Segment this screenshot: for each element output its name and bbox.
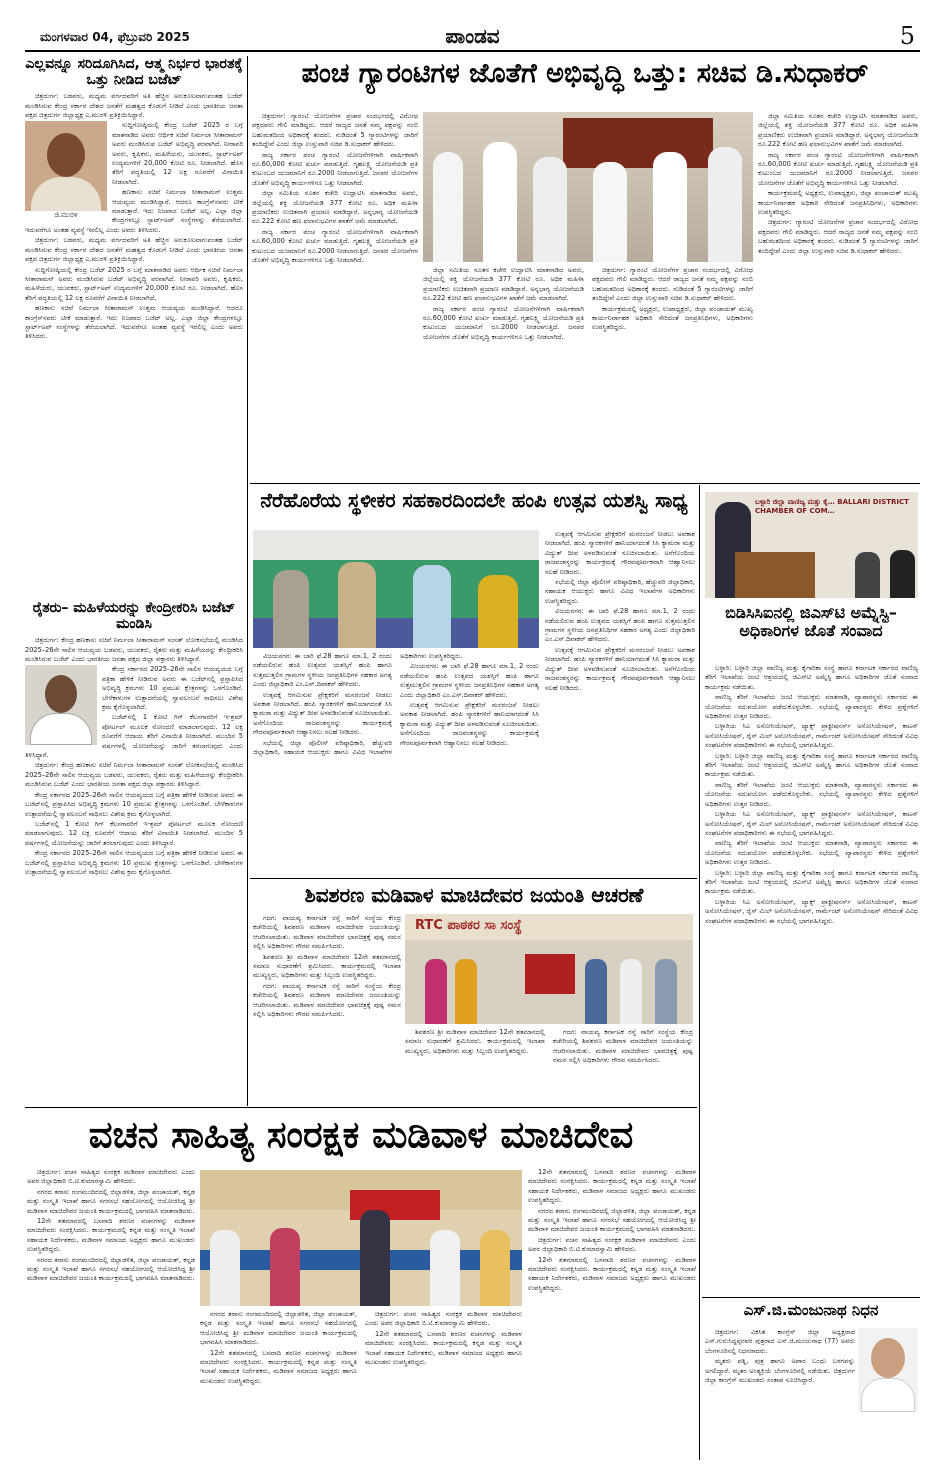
article-jayanti [252,884,696,910]
column-divider [699,485,700,1460]
portrait-photo [25,665,97,745]
article-ballari [703,604,919,641]
paragraph: ರಾಜ್ಯ ಸರ್ಕಾರ ಪಂಚ ಗ್ಯಾರಂಟಿ ಯೋಜನೆಗಳಿಗಾಗಿ ವಾರ್ಷಿಕವಾಗಿ ರೂ.60,000 ಕೋಟಿ ಖರ್ಚು ಮಾಡುತ್ತಿದೆ. ಗೃಹಲಕ್ಷ್ಮಿ ಯೋಜನೆಯಡಿ ಪ್ರತಿ ಕುಟುಂಬದ ಯಜಮಾನಿಗೆ ರೂ.2000 ನೀಡಲಾಗುತ್ತಿದೆ. ಜನಪರ ಯೋಜನೆಗಳ ಜೊತೆಗೆ ಅಭಿವೃದ್ಧಿ ಕಾರ್ಯಗಳಿಗೂ ಒತ್ತು ನೀಡಲಾಗಿದೆ. [423,304,584,341]
header-rule [25,50,920,52]
paragraph: ವಾಣಿಜ್ಯ ತೆರಿಗೆ ಇಲಾಖೆಯ ಜಂಟಿ ಆಯುಕ್ತರು ಮಾತನಾಡಿ, ವ್ಯಾಪಾರಸ್ಥರು ಸರ್ಕಾರದ ಈ ಯೋಜನೆಯ ಸದುಪಯೋಗ ಪಡೆದುಕೊಳ್ಳಬೇಕು. ಸಭೆಯಲ್ಲಿ ವ್ಯಾಪಾರಸ್ಥರು ಕೇಳಿದ ಪ್ರಶ್ನೆಗಳಿಗೆ ಅಧಿಕಾರಿಗಳು ಉತ್ತರ ನೀಡಿದರು. [705,693,918,721]
photo-caption: ಜಿ.ಮುರಳಿ [25,211,107,220]
paragraph: ಚಿತ್ರದುರ್ಗ: ವಿಕಸಿತ ಕಾಂಗ್ರೆಸ್ ಜಿಲ್ಲಾ ಅಧ್ಯಕ್ಷರಾದ ಎಸ್.ಗುರುಸಿದ್ದಪ್ಪರವರ ಪುತ್ರರಾದ ಎಸ್.ಜಿ.ಮಂಜುನಾಥ (77) ಅವರು ಬೆಂಗಳೂರಿನಲ್ಲಿ ನಿಧನರಾದರು. [705,1328,855,1355]
paragraph: ಉತ್ಸವಕ್ಕೆ ಆಗಮಿಸುವ ಪ್ರೇಕ್ಷಕರಿಗೆ ಮನರಂಜನೆ ನೀಡಲು ಅವಕಾಶ ನೀಡಲಾಗಿದೆ. ಹಂಪಿ ಸ್ಮಾರಕಗಳಿಗೆ ಹಾನಿಯಾಗದಂತೆ ಸಿಸಿ ಕ್ಯಾಮರಾ ಮತ್ತು ವಿದ್ಯುತ್ ದೀಪ ಅಳವಡಿಸುವಂತೆ ಸೂಚಿಸಲಾಯಿತು. ಅನೆಗೊಂದಿಯ ರಾಜವಂಶಸ್ಥರನ್ನು ಕಾರ್ಯಕ್ರಮಕ್ಕೆ ಗೌರವಪೂರ್ವಕವಾಗಿ ಆಹ್ವಾನಿಸಲು ಸಲಹೆ ನೀಡಿದರು. [545,645,695,692]
article-obituary [703,1302,919,1319]
paragraph: 12ನೇ ಶತಮಾನದಲ್ಲಿ ಬಸವಾದಿ ಶರಣರ ವಚನಗಳನ್ನು ಮಡಿವಾಳ ಮಾಚಿದೇವರು ಸಂರಕ್ಷಿಸಿದರು. ಕಾರ್ಯಕ್ರಮದಲ್ಲಿ ಕನ್ನಡ ಮತ್ತು ಸಂಸ್ಕೃತಿ ಇಲಾಖೆ ಸಹಾಯಕ ನಿರ್ದೇಶಕರು, ಮಡಿವಾಳ ಸಮಾಜದ ಅಧ್ಯಕ್ಷರು ಹಾಗೂ ಮುಖಂಡರು ಉಪಸ್ಥಿತರಿದ್ದರು. [365,1329,522,1367]
masthead: ಪಾಂಡವ [445,24,500,48]
headline: ಬಿಡಿಸಿಸಿಐನಲ್ಲಿ ಜಿಎಸ್‌ಟಿ ಅಮ್ನೆಸ್ಟಿ– ಅಧಿಕಾರಿಗಳ ಜೊತೆ ಸಂವಾದ [725,603,897,641]
paragraph: ಜಿಲ್ಲಾ ಸಮಿತಿಯ ನೂತನ ಕಚೇರಿ ಉದ್ಘಾಟಿಸಿ ಮಾತನಾಡಿದ ಅವರು, ಜಿಲ್ಲೆಯಲ್ಲಿ ಶಕ್ತಿ ಯೋಜನೆಯಡಿ 377 ಕೋಟಿ ರೂ. ಅಧಿಕ ಮಹಿಳಾ ಪ್ರಯಾಣಿಕರು ಉಚಿತವಾಗಿ ಪ್ರಯಾಣ ಮಾಡಿದ್ದಾರೆ. ಅನ್ನಭಾಗ್ಯ ಯೋಜನೆಯಡಿ ರೂ.222 ಕೋಟಿ ಹಣ ಫಲಾನುಭವಿಗಳ ಖಾತೆಗೆ ಜಮೆ ಮಾಡಲಾಗಿದೆ. [423,266,584,303]
page-number: 5 [899,22,915,50]
guarantee-event-photo [423,112,753,262]
article-body [252,112,418,478]
photo-banner: ಬಳ್ಳಾರಿ ಜಿಲ್ಲಾ ವಾಣಿಜ್ಯ ಮತ್ತು ಕೈ… BALLARI DISTRICT CHAMBER OF COM… [755,498,909,515]
section-divider [250,878,697,879]
headline: ಎಲ್ಲವನ್ನೂ ಸರಿದೂಗಿಸಿದ, ಆತ್ಮ ನಿರ್ಭರ ಭಾರತಕ್ಕೆ ಒತ್ತು ನೀಡಿದ ಬಜೆಟ್ [25,56,243,89]
paragraph: ಕೇಂದ್ರ ಸರ್ಕಾರದ 2025–26ನೇ ಸಾಲಿನ ಆಯವ್ಯಯದ ಬಗ್ಗೆ ಪತ್ರಿಕಾ ಹೇಳಿಕೆ ನೀಡಿರುವ ಅವರು ಈ ಬಜೆಟ್‌ನಲ್ಲಿ ಪ್ರಸ್ತಾಪಿಸಿದ ಅಭಿವೃದ್ಧಿ ಕ್ರಮಗಳು 10 ಪ್ರಮುಖ ಕ್ಷೇತ್ರಗಳನ್ನು ಒಳಗೊಂಡಿವೆ. ಬೇಳೆಕಾಳುಗಳ ಉತ್ಪಾದನೆಯಲ್ಲಿ ಸ್ವಾವಲಂಬನೆ ಸಾಧಿಸಲು ವಿಶೇಷ ಕ್ರಮ ಕೈಗೊಳ್ಳಲಾಗಿದೆ. [102,665,243,712]
paragraph: ಉತ್ಸವಕ್ಕೆ ಆಗಮಿಸುವ ಪ್ರೇಕ್ಷಕರಿಗೆ ಮನರಂಜನೆ ನೀಡಲು ಅವಕಾಶ ನೀಡಲಾಗಿದೆ. ಹಂಪಿ ಸ್ಮಾರಕಗಳಿಗೆ ಹಾನಿಯಾಗದಂತೆ ಸಿಸಿ ಕ್ಯಾಮರಾ ಮತ್ತು ವಿದ್ಯುತ್ ದೀಪ ಅಳವಡಿಸುವಂತೆ ಸೂಚಿಸಲಾಯಿತು. ಅನೆಗೊಂದಿಯ ರಾಜವಂಶಸ್ಥರನ್ನು ಕಾರ್ಯಕ್ರಮಕ್ಕೆ ಗೌರವಪೂರ್ವಕವಾಗಿ ಆಹ್ವಾನಿಸಲು ಸಲಹೆ ನೀಡಿದರು. [400,701,539,747]
paragraph: ಚಿತ್ರದುರ್ಗ: ವಚನ ಸಾಹಿತ್ಯದ ಸಂರಕ್ಷಕ ಮಡಿವಾಳ ಮಾಚಿದೇವರು ಎಂದು ಅಪರ ಜಿಲ್ಲಾಧಿಕಾರಿ ಬಿ.ಟಿ.ಕುಮಾರಸ್ವಾಮಿ ಹೇಳಿದರು. [365,1310,522,1328]
paragraph: ನಗರದ ತರಾಸು ರಂಗಮಂದಿರದಲ್ಲಿ ಜಿಲ್ಲಾಡಳಿತ, ಜಿಲ್ಲಾ ಪಂಚಾಯತ್, ಕನ್ನಡ ಮತ್ತು ಸಂಸ್ಕೃತಿ ಇಲಾಖೆ ಹಾಗೂ ನಗರಸಭೆ ಸಹಯೋಗದಲ್ಲಿ ಆಯೋಜಿಸಿದ್ದ ಶ್ರೀ ಮಡಿವಾಳ ಮಾಚಿದೇವರ ಜಯಂತಿ ಕಾರ್ಯಕ್ರಮದಲ್ಲಿ ಭಾಗವಹಿಸಿ ಮಾತನಾಡಿದರು. [200,1310,357,1347]
paragraph: 12ನೇ ಶತಮಾನದಲ್ಲಿ ಬಸವಾದಿ ಶರಣರ ವಚನಗಳನ್ನು ಮಡಿವಾಳ ಮಾಚಿದೇವರು ಸಂರಕ್ಷಿಸಿದರು. ಕಾರ್ಯಕ್ರಮದಲ್ಲಿ ಕನ್ನಡ ಮತ್ತು ಸಂಸ್ಕೃತಿ ಇಲಾಖೆ ಸಹಾಯಕ ನಿರ್ದೇಶಕರು, ಮಡಿವಾಳ ಸಮಾಜದ ಅಧ್ಯಕ್ಷರು ಹಾಗೂ ಮುಖಂಡರು ಉಪಸ್ಥಿತರಿದ್ದರು. [27,1217,195,1254]
ballari-chamber-photo [705,492,918,598]
paragraph: ರಾಜ್ಯ ಸರ್ಕಾರ ಪಂಚ ಗ್ಯಾರಂಟಿ ಯೋಜನೆಗಳಿಗಾಗಿ ವಾರ್ಷಿಕವಾಗಿ ರೂ.60,000 ಕೋಟಿ ಖರ್ಚು ಮಾಡುತ್ತಿದೆ. ಗೃಹಲಕ್ಷ್ಮಿ ಯೋಜನೆಯಡಿ ಪ್ರತಿ ಕುಟುಂಬದ ಯಜಮಾನಿಗೆ ರೂ.2000 ನೀಡಲಾಗುತ್ತಿದೆ. ಜನಪರ ಯೋಜನೆಗಳ ಜೊತೆಗೆ ಅಭಿವೃದ್ಧಿ ಕಾರ್ಯಗಳಿಗೂ ಒತ್ತು ನೀಡಲಾಗಿದೆ. [758,150,918,187]
paragraph: ಸುದ್ದಿಗೋಷ್ಠಿಯಲ್ಲಿ ಕೇಂದ್ರ ಬಜೆಟ್ 2025 ರ ಬಗ್ಗೆ ಮಾತನಾಡಿದ ಅವರು ಆರ್ಥಿಕ ಸಚಿವೆ ನಿರ್ಮಲಾ ಸೀತಾರಾಮನ್ ಅವರು ಮಂಡಿಸಿರುವ ಬಜೆಟ್ ಅಭಿವೃದ್ಧಿ ಪರವಾಗಿದೆ. ನೀರಾವರಿ ಅವರು, ಕೃಷಿಕರು, ಮಹಿಳೆಯರು, ಯುವಕರು, ಸ್ಟಾರ್ಟ್‌ಅಪ್ ಉದ್ಯಮಗಳಿಗೆ 20,000 ಕೋಟಿ ರೂ. ನೀಡಲಾಗಿದೆ. ಹೊಸ ತೆರಿಗೆ ಪದ್ಧತಿಯಲ್ಲಿ 12 ಲಕ್ಷ ರೂವರೆಗೆ ವಿನಾಯಿತಿ ನೀಡಲಾಗಿದೆ. [25,265,243,302]
paragraph: ಉತ್ಸವಕ್ಕೆ ಆಗಮಿಸುವ ಪ್ರೇಕ್ಷಕರಿಗೆ ಮನರಂಜನೆ ನೀಡಲು ಅವಕಾಶ ನೀಡಲಾಗಿದೆ. ಹಂಪಿ ಸ್ಮಾರಕಗಳಿಗೆ ಹಾನಿಯಾಗದಂತೆ ಸಿಸಿ ಕ್ಯಾಮರಾ ಮತ್ತು ವಿದ್ಯುತ್ ದೀಪ ಅಳವಡಿಸುವಂತೆ ಸೂಚಿಸಲಾಯಿತು. ಅನೆಗೊಂದಿಯ ರಾಜವಂಶಸ್ಥರನ್ನು ಕಾರ್ಯಕ್ರಮಕ್ಕೆ ಗೌರವಪೂರ್ವಕವಾಗಿ ಆಹ್ವಾನಿಸಲು ಸಲಹೆ ನೀಡಿದರು. [545,530,695,576]
article-hampi [252,490,696,526]
vachana-event-photo [200,1170,522,1306]
paragraph: ಚಿತ್ರದುರ್ಗ: ವಚನ ಸಾಹಿತ್ಯದ ಸಂರಕ್ಷಕ ಮಡಿವಾಳ ಮಾಚಿದೇವರು ಎಂದು ಅಪರ ಜಿಲ್ಲಾಧಿಕಾರಿ ಬಿ.ಟಿ.ಕುಮಾರಸ್ವಾಮಿ ಹೇಳಿದರು. [528,1235,696,1254]
paragraph: ಶಿವಶರಣ ಶ್ರೀ ಮಡಿವಾಳ ಮಾಚಿದೇವರ 12ನೇ ಶತಮಾನದಲ್ಲಿ ಸಮಾಜ ಸುಧಾರಣೆಗೆ ಶ್ರಮಿಸಿದರು. ಕಾರ್ಯಕ್ರಮದಲ್ಲಿ ಇಲಾಖಾ ಮುಖ್ಯಸ್ಥರು, ಅಧಿಕಾರಿಗಳು ಮತ್ತು ಸಿಬ್ಬಂದಿ ಉಪಸ್ಥಿತರಿದ್ದರು. [253,952,401,980]
paragraph: ಸಭೆಯಲ್ಲಿ ಜಿಲ್ಲಾ ಪೊಲೀಸ್ ವರಿಷ್ಠಾಧಿಕಾರಿ, ಹೆಚ್ಚುವರಿ ಜಿಲ್ಲಾಧಿಕಾರಿ, ಸಹಾಯಕ ಆಯುಕ್ತರು ಹಾಗೂ ವಿವಿಧ ಇಲಾಖೆಗಳ ಅಧಿಕಾರಿಗಳು ಉಪಸ್ಥಿತರಿದ್ದರು. [545,578,695,605]
paragraph: ಬಳ್ಳಾರಿಯ ಸಿಎ ಅಸೋಸಿಯೇಷನ್, ಟ್ಯಾಕ್ಸ್ ಪ್ರಾಕ್ಟೀಷನರ್ಸ್ ಅಸೋಸಿಯೇಷನ್, ಕಾಟನ್ ಅಸೋಸಿಯೇಷನ್, ರೈಸ್ ಮಿಲ್ ಅಸೋಸಿಯೇಷನ್, ಗಾರ್ಮೆಂಟ್ ಅಸೋಸಿಯೇಷನ್ ಸೇರಿದಂತೆ ವಿವಿಧ ಸಂಘಟನೆಗಳ ಪದಾಧಿಕಾರಿಗಳು ಈ ಸಭೆಯಲ್ಲಿ ಭಾಗವಹಿಸಿದ್ದರು. [705,722,918,750]
paragraph: ಜಿಲ್ಲಾ ಸಮಿತಿಯ ನೂತನ ಕಚೇರಿ ಉದ್ಘಾಟಿಸಿ ಮಾತನಾಡಿದ ಅವರು, ಜಿಲ್ಲೆಯಲ್ಲಿ ಶಕ್ತಿ ಯೋಜನೆಯಡಿ 377 ಕೋಟಿ ರೂ. ಅಧಿಕ ಮಹಿಳಾ ಪ್ರಯಾಣಿಕರು ಉಚಿತವಾಗಿ ಪ್ರಯಾಣ ಮಾಡಿದ್ದಾರೆ. ಅನ್ನಭಾಗ್ಯ ಯೋಜನೆಯಡಿ ರೂ.222 ಕೋಟಿ ಹಣ ಫಲಾನುಭವಿಗಳ ಖಾತೆಗೆ ಜಮೆ ಮಾಡಲಾಗಿದೆ. [758,112,918,149]
paragraph: ಸಭೆಯಲ್ಲಿ ಜಿಲ್ಲಾ ಪೊಲೀಸ್ ವರಿಷ್ಠಾಧಿಕಾರಿ, ಹೆಚ್ಚುವರಿ ಜಿಲ್ಲಾಧಿಕಾರಿ, ಸಹಾಯಕ ಆಯುಕ್ತರು ಹಾಗೂ ವಿವಿಧ ಇಲಾಖೆಗಳ ಅಧಿಕಾರಿಗಳು ಉಪಸ್ಥಿತರಿದ್ದರು. [253,652,463,757]
paragraph: ಬಳ್ಳಾರಿ: ಬಳ್ಳಾರಿ ಜಿಲ್ಲಾ ವಾಣಿಜ್ಯ ಮತ್ತು ಕೈಗಾರಿಕಾ ಸಂಸ್ಥೆ ಹಾಗೂ ಕರ್ನಾಟಕ ಸರ್ಕಾರದ ವಾಣಿಜ್ಯ ತೆರಿಗೆ ಇಲಾಖೆಯ ಜಂಟಿ ಆಶ್ರಯದಲ್ಲಿ ಜಿಎಸ್‌ಟಿ ಅಮ್ನೆಸ್ಟಿ ಹಾಗೂ ಅಧಿಕಾರಿಗಳ ಜೊತೆ ಸಂವಾದ ಕಾರ್ಯಕ್ರಮ ನಡೆಯಿತು. [705,751,918,779]
paragraph: ಚಿತ್ರದುರ್ಗ: ಕೇಂದ್ರ ಹಣಕಾಸು ಸಚಿವೆ ನಿರ್ಮಲಾ ಸೀತಾರಾಮನ್ ಸಂಸತ್ ಲೋಕಸಭೆಯಲ್ಲಿ ಮಂಡಿಸಿದ 2025–26ನೇ ಸಾಲಿನ ಆಯವ್ಯಯ ಬಡವರು, ಯುವಕರು, ರೈತರು ಮತ್ತು ಮಹಿಳೆಯರನ್ನು ಕೇಂದ್ರೀಕರಿಸಿ ಮಂಡಿಸಿರುವ ಬಜೆಟ್ ಎಂದು ಭಾರತೀಯ ಜನತಾ ಪಕ್ಷದ ಜಿಲ್ಲಾ ವಕ್ತಾರರು ತಿಳಿಸಿದ್ದಾರೆ. [25,636,243,663]
paragraph: ಉತ್ಸವಕ್ಕೆ ಆಗಮಿಸುವ ಪ್ರೇಕ್ಷಕರಿಗೆ ಮನರಂಜನೆ ನೀಡಲು ಅವಕಾಶ ನೀಡಲಾಗಿದೆ. ಹಂಪಿ ಸ್ಮಾರಕಗಳಿಗೆ ಹಾನಿಯಾಗದಂತೆ ಸಿಸಿ ಕ್ಯಾಮರಾ ಮತ್ತು ವಿದ್ಯುತ್ ದೀಪ ಅಳವಡಿಸುವಂತೆ ಸೂಚಿಸಲಾಯಿತು. ಅನೆಗೊಂದಿಯ ರಾಜವಂಶಸ್ಥರನ್ನು ಕಾರ್ಯಕ್ರಮಕ್ಕೆ ಗೌರವಪೂರ್ವಕವಾಗಿ ಆಹ್ವಾನಿಸಲು ಸಲಹೆ ನೀಡಿದರು. [253,690,392,737]
issue-date: ಮಂಗಳವಾರ 04, ಫೆಬ್ರುವರಿ 2025 [40,30,190,44]
portrait-figure [25,121,107,220]
paragraph: 12ನೇ ಶತಮಾನದಲ್ಲಿ ಬಸವಾದಿ ಶರಣರ ವಚನಗಳನ್ನು ಮಡಿವಾಳ ಮಾಚಿದೇವರು ಸಂರಕ್ಷಿಸಿದರು. ಕಾರ್ಯಕ್ರಮದಲ್ಲಿ ಕನ್ನಡ ಮತ್ತು ಸಂಸ್ಕೃತಿ ಇಲಾಖೆ ಸಹಾಯಕ ನಿರ್ದೇಶಕರು, ಮಡಿವಾಳ ಸಮಾಜದ ಅಧ್ಯಕ್ಷರು ಹಾಗೂ ಮುಖಂಡರು ಉಪಸ್ಥಿತರಿದ್ದರು. [528,1255,696,1292]
headline: ನೆರೆಹೊರೆಯ ಸ್ಥಳೀಕರ ಸಹಕಾರದಿಂದಲೇ ಹಂಪಿ ಉತ್ಸವ ಯಶಸ್ವಿ ಸಾಧ್ಯ [260,489,688,512]
portrait-photo [25,121,107,211]
paragraph: ವಾಣಿಜ್ಯ ತೆರಿಗೆ ಇಲಾಖೆಯ ಜಂಟಿ ಆಯುಕ್ತರು ಮಾತನಾಡಿ, ವ್ಯಾಪಾರಸ್ಥರು ಸರ್ಕಾರದ ಈ ಯೋಜನೆಯ ಸದುಪಯೋಗ ಪಡೆದುಕೊಳ್ಳಬೇಕು. ಸಭೆಯಲ್ಲಿ ವ್ಯಾಪಾರಸ್ಥರು ಕೇಳಿದ ಪ್ರಶ್ನೆಗಳಿಗೆ ಅಧಿಕಾರಿಗಳು ಉತ್ತರ ನೀಡಿದರು. [705,780,918,808]
paragraph: ಬಳ್ಳಾರಿಯ ಸಿಎ ಅಸೋಸಿಯೇಷನ್, ಟ್ಯಾಕ್ಸ್ ಪ್ರಾಕ್ಟೀಷನರ್ಸ್ ಅಸೋಸಿಯೇಷನ್, ಕಾಟನ್ ಅಸೋಸಿಯೇಷನ್, ರೈಸ್ ಮಿಲ್ ಅಸೋಸಿಯೇಷನ್, ಗಾರ್ಮೆಂಟ್ ಅಸೋಸಿಯೇಷನ್ ಸೇರಿದಂತೆ ವಿವಿಧ ಸಂಘಟನೆಗಳ ಪದಾಧಿಕಾರಿಗಳು ಈ ಸಭೆಯಲ್ಲಿ ಭಾಗವಹಿಸಿದ್ದರು. [705,810,918,837]
paragraph: ರಾಜ್ಯ ಸರ್ಕಾರ ಪಂಚ ಗ್ಯಾರಂಟಿ ಯೋಜನೆಗಳಿಗಾಗಿ ವಾರ್ಷಿಕವಾಗಿ ರೂ.60,000 ಕೋಟಿ ಖರ್ಚು ಮಾಡುತ್ತಿದೆ. ಗೃಹಲಕ್ಷ್ಮಿ ಯೋಜನೆಯಡಿ ಪ್ರತಿ ಕುಟುಂಬದ ಯಜಮಾನಿಗೆ ರೂ.2000 ನೀಡಲಾಗುತ್ತಿದೆ. ಜನಪರ ಯೋಜನೆಗಳ ಜೊತೆಗೆ ಅಭಿವೃದ್ಧಿ ಕಾರ್ಯಗಳಿಗೂ ಒತ್ತು ನೀಡಲಾಗಿದೆ. [252,150,418,187]
paragraph: 12ನೇ ಶತಮಾನದಲ್ಲಿ ಬಸವಾದಿ ಶರಣರ ವಚನಗಳನ್ನು ಮಡಿವಾಳ ಮಾಚಿದೇವರು ಸಂರಕ್ಷಿಸಿದರು. ಕಾರ್ಯಕ್ರಮದಲ್ಲಿ ಕನ್ನಡ ಮತ್ತು ಸಂಸ್ಕೃತಿ ಇಲಾಖೆ ಸಹಾಯಕ ನಿರ್ದೇಶಕರು, ಮಡಿವಾಳ ಸಮಾಜದ ಅಧ್ಯಕ್ಷರು ಹಾಗೂ ಮುಖಂಡರು ಉಪಸ್ಥಿತರಿದ್ದರು. [200,1348,357,1385]
paragraph: ಬಳ್ಳಾರಿ: ಬಳ್ಳಾರಿ ಜಿಲ್ಲಾ ವಾಣಿಜ್ಯ ಮತ್ತು ಕೈಗಾರಿಕಾ ಸಂಸ್ಥೆ ಹಾಗೂ ಕರ್ನಾಟಕ ಸರ್ಕಾರದ ವಾಣಿಜ್ಯ ತೆರಿಗೆ ಇಲಾಖೆಯ ಜಂಟಿ ಆಶ್ರಯದಲ್ಲಿ ಜಿಎಸ್‌ಟಿ ಅಮ್ನೆಸ್ಟಿ ಹಾಗೂ ಅಧಿಕಾರಿಗಳ ಜೊತೆ ಸಂವಾದ ಕಾರ್ಯಕ್ರಮ ನಡೆಯಿತು. [705,664,918,691]
section-divider [25,1107,697,1108]
paragraph: ಶಿವಶರಣ ಶ್ರೀ ಮಡಿವಾಳ ಮಾಚಿದೇವರ 12ನೇ ಶತಮಾನದಲ್ಲಿ ಸಮಾಜ ಸುಧಾರಣೆಗೆ ಶ್ರಮಿಸಿದರು. ಕಾರ್ಯಕ್ರಮದಲ್ಲಿ ಇಲಾಖಾ ಮುಖ್ಯಸ್ಥರು, ಅಧಿಕಾರಿಗಳು ಮತ್ತು ಸಿಬ್ಬಂದಿ ಉಪಸ್ಥಿತರಿದ್ದರು. [405,1028,545,1055]
paragraph: ಚಿತ್ರದುರ್ಗ: ಗ್ಯಾರಂಟಿ ಯೋಜನೆಗಳ ಪ್ರಚಾರ ಸಂದರ್ಭದಲ್ಲಿ ವಿರೋಧ ಪಕ್ಷದವರು ಗೇಲಿ ಮಾಡಿದ್ದರು. ಆದರೆ ರಾಜ್ಯದ ಜನತೆ ನಮ್ಮ ಪಕ್ಷವನ್ನು ನಂಬಿ ಬಹುಮತದಿಂದ ಅಧಿಕಾರಕ್ಕೆ ತಂದರು. ನುಡಿದಂತೆ 5 ಗ್ಯಾರಂಟಿಗಳನ್ನು ಜಾರಿಗೆ ತಂದಿದ್ದೇವೆ ಎಂದು ಜಿಲ್ಲಾ ಉಸ್ತುವಾರಿ ಸಚಿವ ಡಿ.ಸುಧಾಕರ್ ಹೇಳಿದರು. [758,218,918,255]
paragraph: 12ನೇ ಶತಮಾನದಲ್ಲಿ ಬಸವಾದಿ ಶರಣರ ವಚನಗಳನ್ನು ಮಡಿವಾಳ ಮಾಚಿದೇವರು ಸಂರಕ್ಷಿಸಿದರು. ಕಾರ್ಯಕ್ರಮದಲ್ಲಿ ಕನ್ನಡ ಮತ್ತು ಸಂಸ್ಕೃತಿ ಇಲಾಖೆ ಸಹಾಯಕ ನಿರ್ದೇಶಕರು, ಮಡಿವಾಳ ಸಮಾಜದ ಅಧ್ಯಕ್ಷರು ಹಾಗೂ ಮುಖಂಡರು ಉಪಸ್ಥಿತರಿದ್ದರು. [528,1168,696,1205]
paragraph: ಬಳ್ಳಾರಿ: ಬಳ್ಳಾರಿ ಜಿಲ್ಲಾ ವಾಣಿಜ್ಯ ಮತ್ತು ಕೈಗಾರಿಕಾ ಸಂಸ್ಥೆ ಹಾಗೂ ಕರ್ನಾಟಕ ಸರ್ಕಾರದ ವಾಣಿಜ್ಯ ತೆರಿಗೆ ಇಲಾಖೆಯ ಜಂಟಿ ಆಶ್ರಯದಲ್ಲಿ ಜಿಎಸ್‌ಟಿ ಅಮ್ನೆಸ್ಟಿ ಹಾಗೂ ಅಧಿಕಾರಿಗಳ ಜೊತೆ ಸಂವಾದ ಕಾರ್ಯಕ್ರಮ ನಡೆಯಿತು. [705,868,918,896]
article-body [528,1168,696,1468]
paragraph: ಕೇಂದ್ರ ಸರ್ಕಾರದ 2025–26ನೇ ಸಾಲಿನ ಆಯವ್ಯಯದ ಬಗ್ಗೆ ಪತ್ರಿಕಾ ಹೇಳಿಕೆ ನೀಡಿರುವ ಅವರು ಈ ಬಜೆಟ್‌ನಲ್ಲಿ ಪ್ರಸ್ತಾಪಿಸಿದ ಅಭಿವೃದ್ಧಿ ಕ್ರಮಗಳು 10 ಪ್ರಮುಖ ಕ್ಷೇತ್ರಗಳನ್ನು ಒಳಗೊಂಡಿವೆ. ಬೇಳೆಕಾಳುಗಳ ಉತ್ಪಾದನೆಯಲ್ಲಿ ಸ್ವಾವಲಂಬನೆ ಸಾಧಿಸಲು ವಿಶೇಷ ಕ್ರಮ ಕೈಗೊಳ್ಳಲಾಗಿದೆ. [25,849,243,876]
paragraph: ಬಜೆಟ್‌ನಲ್ಲಿ 1 ಕೋಟಿ ಗಿಗ್ ಕೆಲಸಗಾರರಿಗೆ ಇ-ಶ್ರಮ್ ಪೋರ್ಟಲ್ ಮೂಲಕ ನೋಂದಣಿ ಮಾಡಲಾಗುವುದು. 12 ಲಕ್ಷ ರೂವರೆಗೆ ಆದಾಯ ತೆರಿಗೆ ವಿನಾಯಿತಿ ನೀಡಲಾಗಿದೆ. ಮುಂದಿನ 5 ವರ್ಷಗಳಲ್ಲಿ ಯೋಜನೆಯನ್ನು ಜಾರಿಗೆ ತರಲಾಗುವುದು ಎಂದು ತಿಳಿಸಿದ್ದಾರೆ. [25,819,243,847]
article-body [253,914,401,1104]
paragraph: ಜಿಲ್ಲಾ ಸಮಿತಿಯ ನೂತನ ಕಚೇರಿ ಉದ್ಘಾಟಿಸಿ ಮಾತನಾಡಿದ ಅವರು, ಜಿಲ್ಲೆಯಲ್ಲಿ ಶಕ್ತಿ ಯೋಜನೆಯಡಿ 377 ಕೋಟಿ ರೂ. ಅಧಿಕ ಮಹಿಳಾ ಪ್ರಯಾಣಿಕರು ಉಚಿತವಾಗಿ ಪ್ರಯಾಣ ಮಾಡಿದ್ದಾರೆ. ಅನ್ನಭಾಗ್ಯ ಯೋಜನೆಯಡಿ ರೂ.222 ಕೋಟಿ ಹಣ ಫಲಾನುಭವಿಗಳ ಖಾತೆಗೆ ಜಮೆ ಮಾಡಲಾಗಿದೆ. [252,189,418,226]
headline: ವಚನ ಸಾಹಿತ್ಯ ಸಂರಕ್ಷಕ ಮಡಿವಾಳ ಮಾಚಿದೇವ [88,1113,634,1156]
article-vachana [25,1114,697,1164]
paragraph: ಕಾರ್ಯಕ್ರಮದಲ್ಲಿ ಅಧ್ಯಕ್ಷರು, ಉಪಾಧ್ಯಕ್ಷರು, ಜಿಲ್ಲಾ ಪಂಚಾಯತ್ ಮುಖ್ಯ ಕಾರ್ಯನಿರ್ವಾಹಕ ಅಧಿಕಾರಿ ಸೇರಿದಂತೆ ಜನಪ್ರತಿನಿಧಿಗಳು, ಅಧಿಕಾರಿಗಳು ಉಪಸ್ಥಿತರಿದ್ದರು. [592,304,753,332]
paragraph: ನಗರದ ತರಾಸು ರಂಗಮಂದಿರದಲ್ಲಿ ಜಿಲ್ಲಾಡಳಿತ, ಜಿಲ್ಲಾ ಪಂಚಾಯತ್, ಕನ್ನಡ ಮತ್ತು ಸಂಸ್ಕೃತಿ ಇಲಾಖೆ ಹಾಗೂ ನಗರಸಭೆ ಸಹಯೋಗದಲ್ಲಿ ಆಯೋಜಿಸಿದ್ದ ಶ್ರೀ ಮಡಿವಾಳ ಮಾಚಿದೇವರ ಜಯಂತಿ ಕಾರ್ಯಕ್ರಮದಲ್ಲಿ ಭಾಗವಹಿಸಿ ಮಾತನಾಡಿದರು. [27,1187,195,1215]
headline: ರೈತರು– ಮಹಿಳೆಯರನ್ನು ಕೇಂದ್ರೀಕರಿಸಿ ಬಜೆಟ್ ಮಂಡಿಸಿ [32,600,236,633]
paragraph: ರಾಜ್ಯ ಸರ್ಕಾರ ಪಂಚ ಗ್ಯಾರಂಟಿ ಯೋಜನೆಗಳಿಗಾಗಿ ವಾರ್ಷಿಕವಾಗಿ ರೂ.60,000 ಕೋಟಿ ಖರ್ಚು ಮಾಡುತ್ತಿದೆ. ಗೃಹಲಕ್ಷ್ಮಿ ಯೋಜನೆಯಡಿ ಪ್ರತಿ ಕುಟುಂಬದ ಯಜಮಾನಿಗೆ ರೂ.2000 ನೀಡಲಾಗುತ್ತಿದೆ. ಜನಪರ ಯೋಜನೆಗಳ ಜೊತೆಗೆ ಅಭಿವೃದ್ಧಿ ಕಾರ್ಯಗಳಿಗೂ ಒತ್ತು ನೀಡಲಾಗಿದೆ. [252,227,418,265]
article-farmers-budget [25,600,243,1104]
column-divider [247,56,248,1106]
headline: ಎಸ್.ಜಿ.ಮಂಜುನಾಥ ನಿಧನ [743,1301,879,1319]
paragraph: ಚಿತ್ರದುರ್ಗ: ಗ್ಯಾರಂಟಿ ಯೋಜನೆಗಳ ಪ್ರಚಾರ ಸಂದರ್ಭದಲ್ಲಿ ವಿರೋಧ ಪಕ್ಷದವರು ಗೇಲಿ ಮಾಡಿದ್ದರು. ಆದರೆ ರಾಜ್ಯದ ಜನತೆ ನಮ್ಮ ಪಕ್ಷವನ್ನು ನಂಬಿ ಬಹುಮತದಿಂದ ಅಧಿಕಾರಕ್ಕೆ ತಂದರು. ನುಡಿದಂತೆ 5 ಗ್ಯಾರಂಟಿಗಳನ್ನು ಜಾರಿಗೆ ತಂದಿದ್ದೇವೆ ಎಂದು ಜಿಲ್ಲಾ ಉಸ್ತುವಾರಿ ಸಚಿವ ಡಿ.ಸುಧಾಕರ್ ಹೇಳಿದರು. [252,112,418,149]
paragraph: ಬಜೆಟ್‌ನಲ್ಲಿ 1 ಕೋಟಿ ಗಿಗ್ ಕೆಲಸಗಾರರಿಗೆ ಇ-ಶ್ರಮ್ ಪೋರ್ಟಲ್ ಮೂಲಕ ನೋಂದಣಿ ಮಾಡಲಾಗುವುದು. 12 ಲಕ್ಷ ರೂವರೆಗೆ ಆದಾಯ ತೆರಿಗೆ ವಿನಾಯಿತಿ ನೀಡಲಾಗಿದೆ. ಮುಂದಿನ 5 ವರ್ಷಗಳಲ್ಲಿ ಯೋಜನೆಯನ್ನು ಜಾರಿಗೆ ತರಲಾಗುವುದು ಎಂದು ತಿಳಿಸಿದ್ದಾರೆ. [25,713,243,760]
paragraph: ಗದಗ: ವಾಯವ್ಯ ಕರ್ನಾಟಕ ರಸ್ತೆ ಸಾರಿಗೆ ಸಂಸ್ಥೆಯ ಕೇಂದ್ರ ಕಚೇರಿಯಲ್ಲಿ ಶಿವಶರಣ ಮಡಿವಾಳ ಮಾಚಿದೇವರ ಜಯಂತಿಯನ್ನು ಆಚರಿಸಲಾಯಿತು. ಮಡಿವಾಳ ಮಾಚಿದೇವರ ಭಾವಚಿತ್ರಕ್ಕೆ ಪುಷ್ಪ ನಮನ ಸಲ್ಲಿಸಿ ಅಧಿಕಾರಿಗಳು ಗೌರವ ಸಮರ್ಪಿಸಿದರು. [553,1028,693,1065]
jayanti-photo [405,914,693,1024]
article-body [27,1168,195,1468]
article-body [253,652,539,874]
paragraph: ಚಿತ್ರದುರ್ಗ: ಗ್ಯಾರಂಟಿ ಯೋಜನೆಗಳ ಪ್ರಚಾರ ಸಂದರ್ಭದಲ್ಲಿ ವಿರೋಧ ಪಕ್ಷದವರು ಗೇಲಿ ಮಾಡಿದ್ದರು. ಆದರೆ ರಾಜ್ಯದ ಜನತೆ ನಮ್ಮ ಪಕ್ಷವನ್ನು ನಂಬಿ ಬಹುಮತದಿಂದ ಅಧಿಕಾರಕ್ಕೆ ತಂದರು. ನುಡಿದಂತೆ 5 ಗ್ಯಾರಂಟಿಗಳನ್ನು ಜಾರಿಗೆ ತಂದಿದ್ದೇವೆ ಎಂದು ಜಿಲ್ಲಾ ಉಸ್ತುವಾರಿ ಸಚಿವ ಡಿ.ಸುಧಾಕರ್ ಹೇಳಿದರು. [592,266,753,303]
paragraph: ಚಿತ್ರದುರ್ಗ: ಕೇಂದ್ರ ಹಣಕಾಸು ಸಚಿವೆ ನಿರ್ಮಲಾ ಸೀತಾರಾಮನ್ ಸಂಸತ್ ಲೋಕಸಭೆಯಲ್ಲಿ ಮಂಡಿಸಿದ 2025–26ನೇ ಸಾಲಿನ ಆಯವ್ಯಯ ಬಡವರು, ಯುವಕರು, ರೈತರು ಮತ್ತು ಮಹಿಳೆಯರನ್ನು ಕೇಂದ್ರೀಕರಿಸಿ ಮಂಡಿಸಿರುವ ಬಜೆಟ್ ಎಂದು ಭಾರತೀಯ ಜನತಾ ಪಕ್ಷದ ಜಿಲ್ಲಾ ವಕ್ತಾರರು ತಿಳಿಸಿದ್ದಾರೆ. [25,761,243,789]
paragraph: ಕೇಂದ್ರ ಸರ್ಕಾರದ 2025–26ನೇ ಸಾಲಿನ ಆಯವ್ಯಯದ ಬಗ್ಗೆ ಪತ್ರಿಕಾ ಹೇಳಿಕೆ ನೀಡಿರುವ ಅವರು ಈ ಬಜೆಟ್‌ನಲ್ಲಿ ಪ್ರಸ್ತಾಪಿಸಿದ ಅಭಿವೃದ್ಧಿ ಕ್ರಮಗಳು 10 ಪ್ರಮುಖ ಕ್ಷೇತ್ರಗಳನ್ನು ಒಳಗೊಂಡಿವೆ. ಬೇಳೆಕಾಳುಗಳ ಉತ್ಪಾದನೆಯಲ್ಲಿ ಸ್ವಾವಲಂಬನೆ ಸಾಧಿಸಲು ವಿಶೇಷ ಕ್ರಮ ಕೈಗೊಳ್ಳಲಾಗಿದೆ. [25,790,243,818]
article-budget [25,56,243,596]
paragraph: ನಗರದ ತರಾಸು ರಂಗಮಂದಿರದಲ್ಲಿ ಜಿಲ್ಲಾಡಳಿತ, ಜಿಲ್ಲಾ ಪಂಚಾಯತ್, ಕನ್ನಡ ಮತ್ತು ಸಂಸ್ಕೃತಿ ಇಲಾಖೆ ಹಾಗೂ ನಗರಸಭೆ ಸಹಯೋಗದಲ್ಲಿ ಆಯೋಜಿಸಿದ್ದ ಶ್ರೀ ಮಡಿವಾಳ ಮಾಚಿದೇವರ ಜಯಂತಿ ಕಾರ್ಯಕ್ರಮದಲ್ಲಿ ಭಾಗವಹಿಸಿ ಮಾತನಾಡಿದರು. [528,1206,696,1234]
paragraph: ಸುದ್ದಿಗೋಷ್ಠಿಯಲ್ಲಿ ಕೇಂದ್ರ ಬಜೆಟ್ 2025 ರ ಬಗ್ಗೆ ಮಾತನಾಡಿದ ಅವರು ಆರ್ಥಿಕ ಸಚಿವೆ ನಿರ್ಮಲಾ ಸೀತಾರಾಮನ್ ಅವರು ಮಂಡಿಸಿರುವ ಬಜೆಟ್ ಅಭಿವೃದ್ಧಿ ಪರವಾಗಿದೆ. ನೀರಾವರಿ ಅವರು, ಕೃಷಿಕರು, ಮಹಿಳೆಯರು, ಯುವಕರು, ಸ್ಟಾರ್ಟ್‌ಅಪ್ ಉದ್ಯಮಗಳಿಗೆ 20,000 ಕೋಟಿ ರೂ. ನೀಡಲಾಗಿದೆ. ಹೊಸ ತೆರಿಗೆ ಪದ್ಧತಿಯಲ್ಲಿ 12 ಲಕ್ಷ ರೂವರೆಗೆ ವಿನಾಯಿತಿ ನೀಡಲಾಗಿದೆ. [112,121,243,186]
article-body [705,1328,855,1468]
paragraph: ವಾಣಿಜ್ಯ ತೆರಿಗೆ ಇಲಾಖೆಯ ಜಂಟಿ ಆಯುಕ್ತರು ಮಾತನಾಡಿ, ವ್ಯಾಪಾರಸ್ಥರು ಸರ್ಕಾರದ ಈ ಯೋಜನೆಯ ಸದುಪಯೋಗ ಪಡೆದುಕೊಳ್ಳಬೇಕು. ಸಭೆಯಲ್ಲಿ ವ್ಯಾಪಾರಸ್ಥರು ಕೇಳಿದ ಪ್ರಶ್ನೆಗಳಿಗೆ ಅಧಿಕಾರಿಗಳು ಉತ್ತರ ನೀಡಿದರು. [705,839,918,867]
paragraph: ವಿಜಯನಗರ: ಈ ಬಾರಿ ಫೆ.28 ಹಾಗೂ ಮಾ.1, 2 ರಂದು ನಡೆಯಲಿರುವ ಹಂಪಿ ಉತ್ಸವದ ಯಶಸ್ಸಿಗೆ ಹಂಪಿ ಹಾಗೂ ಸುತ್ತಮುತ್ತಲಿನ ಗ್ರಾಮಗಳ ಸ್ಥಳೀಯ ಜನಪ್ರತಿನಿಧಿಗಳ ಸಹಕಾರ ಅಗತ್ಯ ಎಂದು ಜಿಲ್ಲಾಧಿಕಾರಿ ಎಂ.ಎಸ್.ದಿವಾಕರ್ ಹೇಳಿದರು. [400,662,539,699]
paragraph: ವಿಜಯನಗರ: ಈ ಬಾರಿ ಫೆ.28 ಹಾಗೂ ಮಾ.1, 2 ರಂದು ನಡೆಯಲಿರುವ ಹಂಪಿ ಉತ್ಸವದ ಯಶಸ್ಸಿಗೆ ಹಂಪಿ ಹಾಗೂ ಸುತ್ತಮುತ್ತಲಿನ ಗ್ರಾಮಗಳ ಸ್ಥಳೀಯ ಜನಪ್ರತಿನಿಧಿಗಳ ಸಹಕಾರ ಅಗತ್ಯ ಎಂದು ಜಿಲ್ಲಾಧಿಕಾರಿ ಎಂ.ಎಸ್.ದಿವಾಕರ್ ಹೇಳಿದರು. [253,652,392,689]
paragraph: ಗದಗ: ವಾಯವ್ಯ ಕರ್ನಾಟಕ ರಸ್ತೆ ಸಾರಿಗೆ ಸಂಸ್ಥೆಯ ಕೇಂದ್ರ ಕಚೇರಿಯಲ್ಲಿ ಶಿವಶರಣ ಮಡಿವಾಳ ಮಾಚಿದೇವರ ಜಯಂತಿಯನ್ನು ಆಚರಿಸಲಾಯಿತು. ಮಡಿವಾಳ ಮಾಚಿದೇವರ ಭಾವಚಿತ್ರಕ್ಕೆ ಪುಷ್ಪ ನಮನ ಸಲ್ಲಿಸಿ ಅಧಿಕಾರಿಗಳು ಗೌರವ ಸಮರ್ಪಿಸಿದರು. [253,981,401,1019]
article-body [405,1028,693,1104]
paragraph: ವಿಜಯನಗರ: ಈ ಬಾರಿ ಫೆ.28 ಹಾಗೂ ಮಾ.1, 2 ರಂದು ನಡೆಯಲಿರುವ ಹಂಪಿ ಉತ್ಸವದ ಯಶಸ್ಸಿಗೆ ಹಂಪಿ ಹಾಗೂ ಸುತ್ತಮುತ್ತಲಿನ ಗ್ರಾಮಗಳ ಸ್ಥಳೀಯ ಜನಪ್ರತಿನಿಧಿಗಳ ಸಹಕಾರ ಅಗತ್ಯ ಎಂದು ಜಿಲ್ಲಾಧಿಕಾರಿ ಎಂ.ಎಸ್.ದಿವಾಕರ್ ಹೇಳಿದರು. [545,607,695,644]
article-body [545,530,695,874]
paragraph: ಮೃತರು ಪತ್ನಿ, ಪುತ್ರ ಹಾಗೂ ಅಪಾರ ಬಂಧು ಬಳಗವನ್ನು ಅಗಲಿದ್ದಾರೆ. ಮೃತರ ಅಂತ್ಯಕ್ರಿಯೆ ಬೆಂಗಳೂರಿನಲ್ಲಿ ನಡೆಯಿತು. ಚಿತ್ರದುರ್ಗ ಜಿಲ್ಲಾ ಕಾಂಗ್ರೆಸ್ ಮುಖಂಡರು ಸಂತಾಪ ಸೂಚಿಸಿದ್ದಾರೆ. [705,1357,855,1385]
hampi-meeting-photo [253,530,539,648]
paragraph: ಚಿತ್ರದುರ್ಗ: ವಚನ ಸಾಹಿತ್ಯದ ಸಂರಕ್ಷಕ ಮಡಿವಾಳ ಮಾಚಿದೇವರು ಎಂದು ಅಪರ ಜಿಲ್ಲಾಧಿಕಾರಿ ಬಿ.ಟಿ.ಕುಮಾರಸ್ವಾಮಿ ಹೇಳಿದರು. [27,1168,195,1186]
photo-banner: RTC ಪಾಠಕರ ಸಾ ಸಂಸ್ಥೆ [405,914,693,940]
section-divider [702,1297,920,1298]
paragraph: ಬಳ್ಳಾರಿಯ ಸಿಎ ಅಸೋಸಿಯೇಷನ್, ಟ್ಯಾಕ್ಸ್ ಪ್ರಾಕ್ಟೀಷನರ್ಸ್ ಅಸೋಸಿಯೇಷನ್, ಕಾಟನ್ ಅಸೋಸಿಯೇಷನ್, ರೈಸ್ ಮಿಲ್ ಅಸೋಸಿಯೇಷನ್, ಗಾರ್ಮೆಂಟ್ ಅಸೋಸಿಯೇಷನ್ ಸೇರಿದಂತೆ ವಿವಿಧ ಸಂಘಟನೆಗಳ ಪದಾಧಿಕಾರಿಗಳು ಈ ಸಭೆಯಲ್ಲಿ ಭಾಗವಹಿಸಿದ್ದರು. [705,897,918,925]
headline: ಶಿವಶರಣ ಮಡಿವಾಳ ಮಾಚಿದೇವರ ಜಯಂತಿ ಆಚರಣೆ [304,883,644,907]
paragraph: ಚಿತ್ರದುರ್ಗ: ಬಡವರು, ಮಧ್ಯಮ ವರ್ಗದವರಿಗೆ ಅತಿ ಹೆಚ್ಚಿನ ಅನುಕೂಲವಾಗುವಂತಹ ಬಜೆಟ್ ಮಂಡಿಸಿರುವ ಕೇಂದ್ರ ಸರ್ಕಾರ ದೇಶದ ಜನತೆಗೆ ಮಹತ್ವದ ಕೊಡುಗೆ ನೀಡಿದೆ ಎಂದು ಭಾರತೀಯ ಜನತಾ ಪಕ್ಷದ ಚಿತ್ರದುರ್ಗ ಜಿಲ್ಲಾಧ್ಯಕ್ಷ ಎ.ಮುರಳಿ ಪ್ರತಿಕ್ರಿಯಿಸಿದ್ದಾರೆ. [25,236,243,264]
article-body [758,112,918,478]
section-divider [250,483,920,484]
headline: ಪಂಚ ಗ್ಯಾರಂಟಿಗಳ ಜೊತೆಗೆ ಅಭಿವೃದ್ಧಿ ಒತ್ತು: ಸಚಿವ ಡಿ.ಸುಧಾಕರ್ [301,58,869,89]
paragraph: ಚಿತ್ರದುರ್ಗ: ಬಡವರು, ಮಧ್ಯಮ ವರ್ಗದವರಿಗೆ ಅತಿ ಹೆಚ್ಚಿನ ಅನುಕೂಲವಾಗುವಂತಹ ಬಜೆಟ್ ಮಂಡಿಸಿರುವ ಕೇಂದ್ರ ಸರ್ಕಾರ ದೇಶದ ಜನತೆಗೆ ಮಹತ್ವದ ಕೊಡುಗೆ ನೀಡಿದೆ ಎಂದು ಭಾರತೀಯ ಜನತಾ ಪಕ್ಷದ ಚಿತ್ರದುರ್ಗ ಜಿಲ್ಲಾಧ್ಯಕ್ಷ ಎ.ಮುರಳಿ ಪ್ರತಿಕ್ರಿಯಿಸಿದ್ದಾರೆ. [25,92,243,119]
obituary-portrait [858,1328,918,1412]
paragraph: ಕಾರ್ಯಕ್ರಮದಲ್ಲಿ ಅಧ್ಯಕ್ಷರು, ಉಪಾಧ್ಯಕ್ಷರು, ಜಿಲ್ಲಾ ಪಂಚಾಯತ್ ಮುಖ್ಯ ಕಾರ್ಯನಿರ್ವಾಹಕ ಅಧಿಕಾರಿ ಸೇರಿದಂತೆ ಜನಪ್ರತಿನಿಧಿಗಳು, ಅಧಿಕಾರಿಗಳು ಉಪಸ್ಥಿತರಿದ್ದರು. [758,189,918,217]
article-body [200,1310,522,1468]
paragraph: ಹಣಕಾಸು ಸಚಿವೆ ನಿರ್ಮಲಾ ಸೀತಾರಾಮನ್ ಉತ್ತಮ ಆಯವ್ಯಯ ಮಂಡಿಸಿದ್ದಾರೆ. ಆದರೂ ಕಾಂಗ್ರೆಸ್‌ನವರು ಟೀಕೆ ಮಾಡುತ್ತಾರೆ. ಇದು ನಿಜವಾದ ಬಜೆಟ್ ಅಲ್ಲ. ಎಲ್ಲಾ ಜಿಲ್ಲಾ ಕೇಂದ್ರಗಳಲ್ಲೂ ಸ್ಟಾರ್ಟ್‌ಅಪ್ ಸಂಸ್ಥೆಗಳನ್ನು ತೆರೆಯಲಾಗಿದೆ. ಇದುವರೆಗೂ ಅಂತಹ ವ್ಯವಸ್ಥೆ ಇರಲಿಲ್ಲ ಎಂದು ಅವರು ತಿಳಿಸಿದರು. [25,304,243,341]
article-body [705,664,918,1294]
paragraph: ಹಣಕಾಸು ಸಚಿವೆ ನಿರ್ಮಲಾ ಸೀತಾರಾಮನ್ ಉತ್ತಮ ಆಯವ್ಯಯ ಮಂಡಿಸಿದ್ದಾರೆ. ಆದರೂ ಕಾಂಗ್ರೆಸ್‌ನವರು ಟೀಕೆ ಮಾಡುತ್ತಾರೆ. ಇದು ನಿಜವಾದ ಬಜೆಟ್ ಅಲ್ಲ. ಎಲ್ಲಾ ಜಿಲ್ಲಾ ಕೇಂದ್ರಗಳಲ್ಲೂ ಸ್ಟಾರ್ಟ್‌ಅಪ್ ಸಂಸ್ಥೆಗಳನ್ನು ತೆರೆಯಲಾಗಿದೆ. ಇದುವರೆಗೂ ಅಂತಹ ವ್ಯವಸ್ಥೆ ಇರಲಿಲ್ಲ ಎಂದು ಅವರು ತಿಳಿಸಿದರು. [25,188,243,234]
article-guarantees [250,58,920,106]
paragraph: ನಗರದ ತರಾಸು ರಂಗಮಂದಿರದಲ್ಲಿ ಜಿಲ್ಲಾಡಳಿತ, ಜಿಲ್ಲಾ ಪಂಚಾಯತ್, ಕನ್ನಡ ಮತ್ತು ಸಂಸ್ಕೃತಿ ಇಲಾಖೆ ಹಾಗೂ ನಗರಸಭೆ ಸಹಯೋಗದಲ್ಲಿ ಆಯೋಜಿಸಿದ್ದ ಶ್ರೀ ಮಡಿವಾಳ ಮಾಚಿದೇವರ ಜಯಂತಿ ಕಾರ್ಯಕ್ರಮದಲ್ಲಿ ಭಾಗವಹಿಸಿ ಮಾತನಾಡಿದರು. [27,1255,195,1283]
paragraph: ಗದಗ: ವಾಯವ್ಯ ಕರ್ನಾಟಕ ರಸ್ತೆ ಸಾರಿಗೆ ಸಂಸ್ಥೆಯ ಕೇಂದ್ರ ಕಚೇರಿಯಲ್ಲಿ ಶಿವಶರಣ ಮಡಿವಾಳ ಮಾಚಿದೇವರ ಜಯಂತಿಯನ್ನು ಆಚರಿಸಲಾಯಿತು. ಮಡಿವಾಳ ಮಾಚಿದೇವರ ಭಾವಚಿತ್ರಕ್ಕೆ ಪುಷ್ಪ ನಮನ ಸಲ್ಲಿಸಿ ಅಧಿಕಾರಿಗಳು ಗೌರವ ಸಮರ್ಪಿಸಿದರು. [253,914,401,951]
article-body [423,266,753,478]
